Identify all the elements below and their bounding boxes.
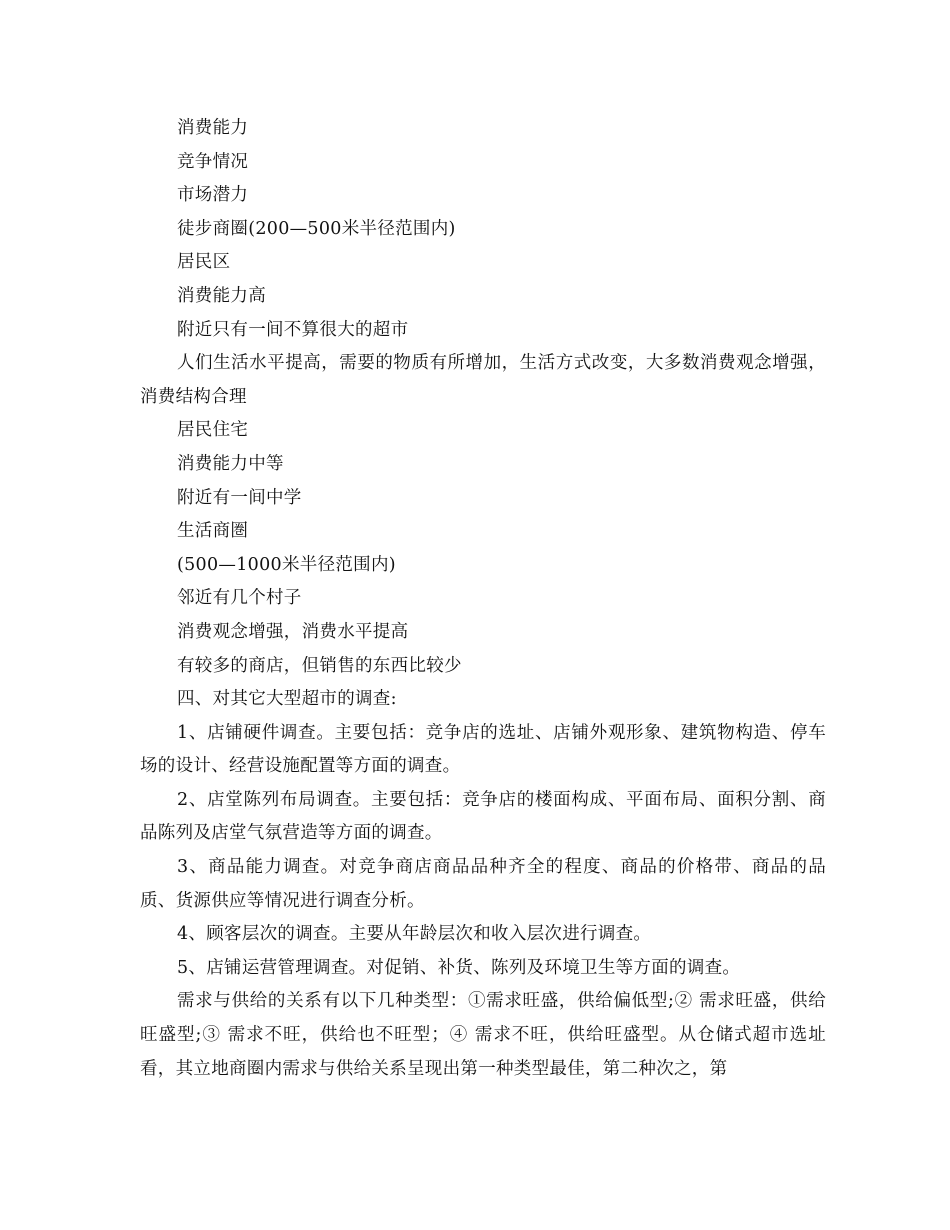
paragraph: 居民区 xyxy=(177,252,231,273)
section-heading: 四、对其它大型超市的调查: xyxy=(177,689,397,710)
paragraph: 消费能力 xyxy=(177,118,249,138)
paragraph: (500—1000米半径范围内) xyxy=(177,554,396,575)
paragraph: 附近有一间中学 xyxy=(177,487,302,508)
paragraph: 邻近有几个村子 xyxy=(177,588,302,609)
paragraph: 人们生活水平提高，需要的物质有所增加，生活方式改变，大多数消费观念增强，消费结构合理 xyxy=(140,353,826,407)
paragraph: 有较多的商店，但销售的东西比较少 xyxy=(177,655,462,676)
paragraph: 附近只有一间不算很大的超市 xyxy=(177,319,409,340)
paragraph: 生活商圏 xyxy=(177,521,249,542)
paragraph: 需求与供给的关系有以下几种类型：①需求旺盛，供给偏低型;② 需求旺盛，供给旺盛型;③ 需求不旺，供给也不旺型；④ 需求不旺，供给旺盛型。从仓储式超市选址看，其立地商圈内需求与供给关系呈现出第一种类型最佳，第二种次之，第 xyxy=(140,991,826,1079)
paragraph: 消费能力高 xyxy=(177,285,266,306)
paragraph: 消费能力中等 xyxy=(177,453,284,474)
paragraph: 2、店堂陈列布局调查。主要包括：竞争店的楼面构成、平面布局、面积分割、商品陈列及店堂气氛营造等方面的调查。 xyxy=(140,789,826,844)
document-body xyxy=(140,112,826,1086)
paragraph: 市场潜力 xyxy=(177,185,249,206)
paragraph: 竞争情况 xyxy=(177,151,249,172)
paragraph: 4、顾客层次的调查。主要从年龄层次和收入层次进行调查。 xyxy=(177,924,652,945)
paragraph: 徒步商圈(200—500米半径范围内) xyxy=(177,218,456,239)
paragraph: 1、店铺硬件调查。主要包括：竞争店的选址、店铺外观形象、建筑物构造、停车场的设计、经营设施配置等方面的调查。 xyxy=(140,722,826,777)
paragraph: 3、商品能力调查。对竞争商店商品品种齐全的程度、商品的价格带、商品的品质、货源供应等情况进行调查分析。 xyxy=(140,857,826,911)
paragraph: 5、店铺运营管理调查。对促销、补货、陈列及环境卫生等方面的调查。 xyxy=(177,957,741,978)
paragraph: 居民住宅 xyxy=(177,420,249,441)
paragraph: 消费观念增强，消费水平提高 xyxy=(177,621,409,642)
